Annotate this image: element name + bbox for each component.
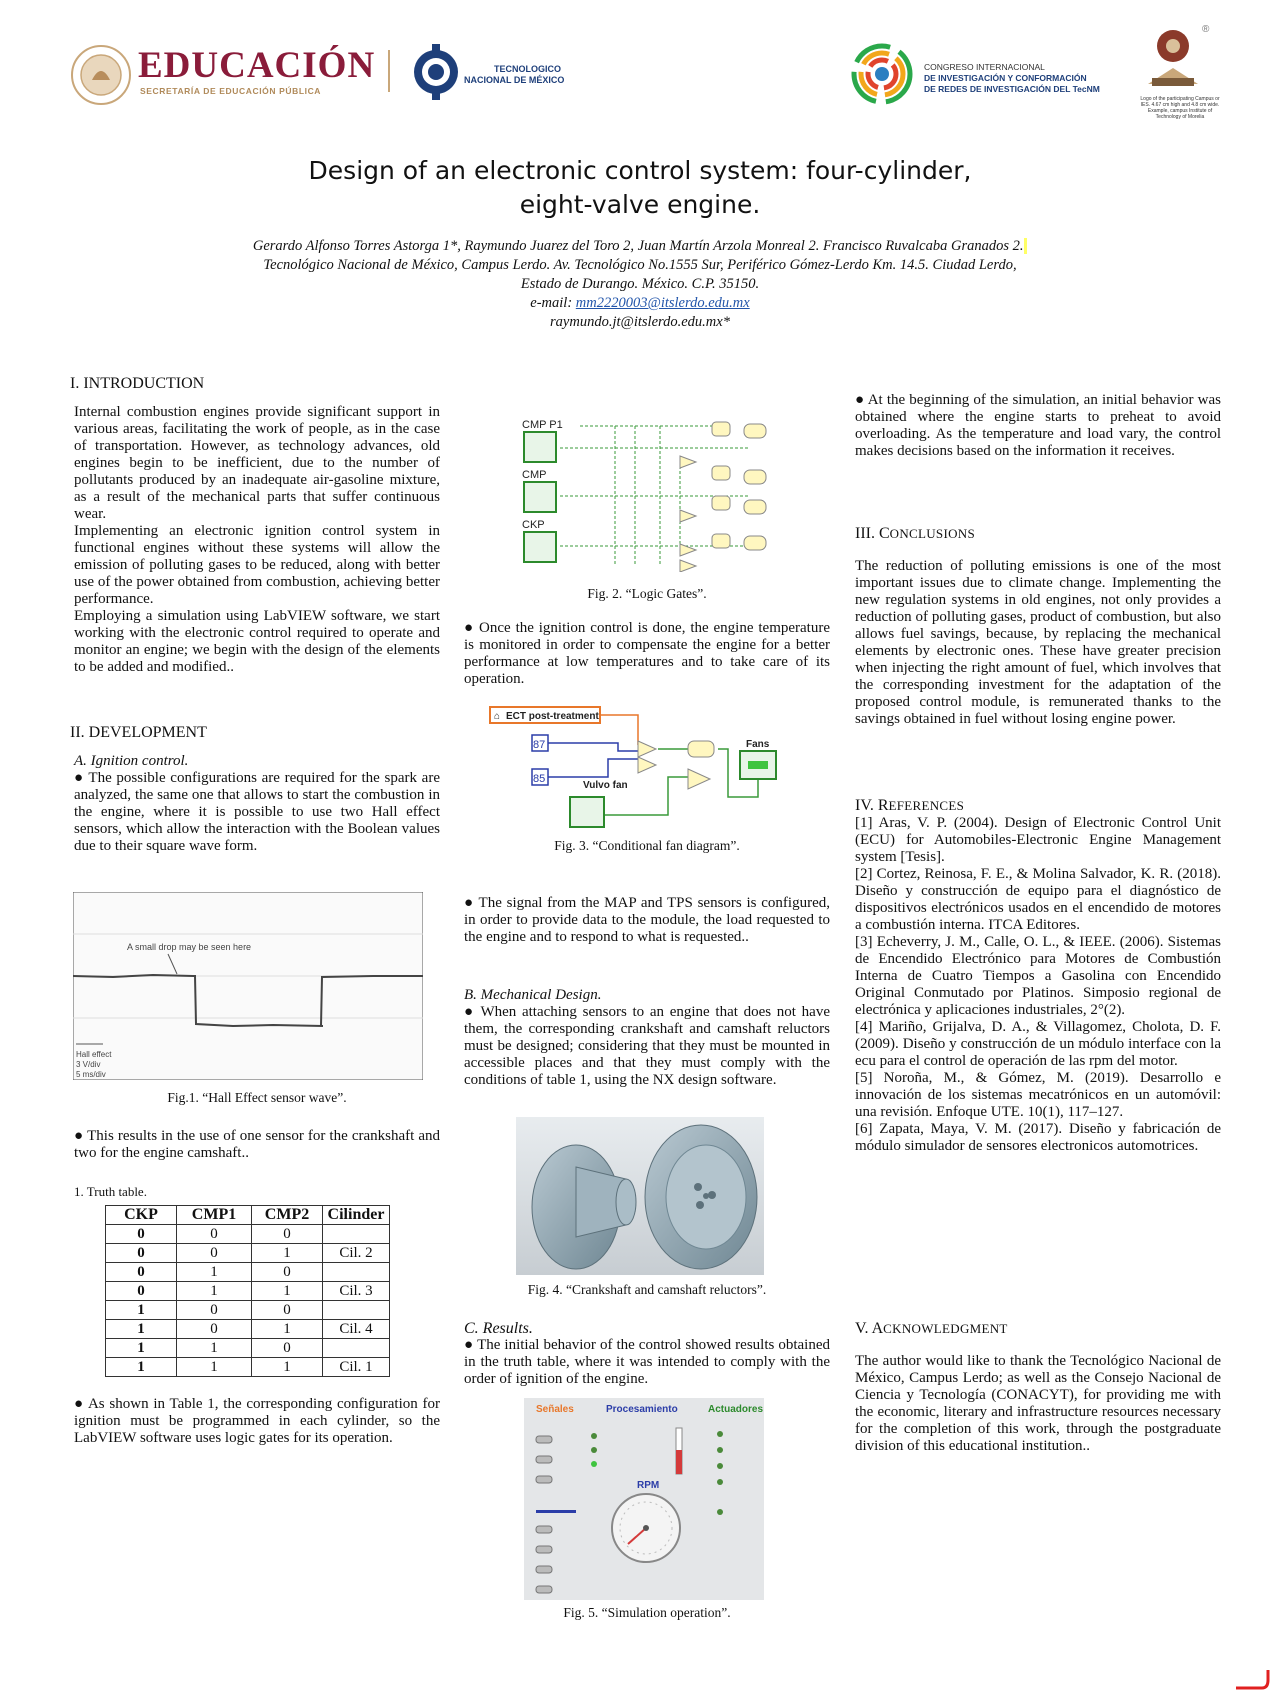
figure-2-caption: Fig. 2. “Logic Gates”. — [587, 586, 707, 601]
table-cell: Cil. 3 — [323, 1282, 390, 1301]
figure-1-hall-wave — [73, 892, 423, 1080]
table-cell: 1 — [252, 1282, 323, 1301]
conclusions-heading: III. CONCLUSIONS — [855, 525, 975, 542]
references-heading: IV. REFERENCES — [855, 797, 965, 814]
table-cell: 0 — [177, 1225, 252, 1244]
simulation-paragraph-block — [855, 392, 1221, 460]
table-cell: 1 — [106, 1339, 177, 1358]
itm-logo — [1130, 24, 1230, 124]
table-cell: 1 — [106, 1301, 177, 1320]
congreso-logo — [850, 42, 1100, 108]
figure-3-fan-diagram — [488, 705, 788, 833]
sensor-paragraph: ● This results in the use of one sensor for the crankshaft and two for the engine camshaft.. — [74, 1128, 440, 1161]
table-row — [106, 1301, 390, 1320]
reference-3: [3] Echeverry, J. M., Calle, O. L., & IEEE. (2006). Sistemas de Encendido Electrónico para Motores de Combustión Interna de Cuatro Tiempos a Gasolina con Encendido Original Conmutado por Platinos. Simposio regional de electrónica y aplicaciones industriales, 2°(2). — [855, 934, 1221, 1018]
figure-4-reluctors — [516, 1117, 764, 1275]
table-cell: 0 — [177, 1244, 252, 1263]
table-cell — [323, 1225, 390, 1244]
results-section — [464, 1320, 830, 1388]
fig1-legend-2: 3 V/div — [76, 1060, 101, 1069]
references-list — [855, 815, 1221, 1155]
mechanical-paragraph: ● When attaching sensors to an engine that does not have them, the corresponding crankshaft and camshaft reluctors must be designed; considering that they must be mounted in accessible places and that they must comply with the conditions of table 1, using the NX design software. — [464, 1004, 830, 1088]
table-cell: 1 — [252, 1320, 323, 1339]
table-paragraph-block — [74, 1396, 440, 1447]
table-cell: 0 — [252, 1263, 323, 1282]
table-cell: 1 — [177, 1263, 252, 1282]
table-cell — [323, 1301, 390, 1320]
fig2-label-cmpp1: CMP P1 — [522, 419, 563, 431]
table-cell: 1 — [252, 1358, 323, 1377]
table-cell: 0 — [177, 1301, 252, 1320]
table-cell: 1 — [177, 1339, 252, 1358]
email-link[interactable]: mm2220003@itslerdo.edu.mx — [575, 295, 750, 311]
table-row — [106, 1358, 390, 1377]
column-1 — [70, 375, 440, 392]
results-heading: C. Results. — [464, 1320, 533, 1337]
figure-5-caption: Fig. 5. “Simulation operation”. — [563, 1605, 731, 1620]
edu-word: EDUCACIÓN — [138, 45, 376, 86]
table-cell: 0 — [106, 1263, 177, 1282]
logo-divider — [388, 50, 390, 92]
fig5-header-procesamiento: Procesamiento — [606, 1404, 678, 1415]
mechanical-heading: B. Mechanical Design. — [464, 987, 602, 1003]
email-label: e-mail: — [530, 295, 576, 311]
affiliation-line-2: Estado de Durango. México. C.P. 35150. — [520, 276, 760, 292]
itm-caption: Logo of the participating Campus or IES. 4.67 cm high and 4.8 cm wide. Example, campus Institute of Technology of Morelia — [1140, 96, 1220, 120]
edu-subtitle: SECRETARÍA DE EDUCACIÓN PÚBLICA — [140, 86, 322, 96]
fig5-header-actuadores: Actuadores — [708, 1404, 764, 1415]
intro-paragraph-2: Implementing an electronic ignition control system in functional engines without these systems will allow the emission of polluting gases to be reduced, along with better use of the power obtained from combustion, achieving better performance. — [74, 523, 440, 607]
fig5-rpm-label: RPM — [637, 1480, 660, 1491]
table-cell: 1 — [106, 1358, 177, 1377]
table-cell: 0 — [252, 1339, 323, 1358]
table-row — [106, 1282, 390, 1301]
fig3-value-87: 87 — [533, 739, 546, 751]
reference-4: [4] Mariño, Grijalva, D. A., & Villagomez, Cholota, D. F. (2009). Diseño y construcción de un módulo interface con la ecu para el control de operación de las rpm del motor. — [855, 1019, 1221, 1069]
table-cell: 1 — [252, 1244, 323, 1263]
authors-block — [0, 237, 1280, 332]
table-cell: 0 — [252, 1301, 323, 1320]
authors-line: Gerardo Alfonso Torres Astorga 1*, Raymundo Juarez del Toro 2, Juan Martín Arzola Monreal 2. Francisco Ruvalcaba Granados 2. — [252, 238, 1024, 254]
registered-mark: ® — [1202, 24, 1210, 35]
affiliation-line-1: Tecnológico Nacional de México, Campus Lerdo. Av. Tecnológico No.1555 Sur, Periférico Gómez-Lerdo Km. 14.5. Ciudad Lerdo, — [263, 257, 1017, 273]
fig2-label-ckp: CKP — [522, 519, 545, 531]
congreso-text: CONGRESO INTERNACIONAL DE INVESTIGACIÓN Y CONFORMACIÓN DE REDES DE INVESTIGACIÓN DEL TecNM — [924, 62, 1100, 94]
reference-1: [1] Aras, V. P. (2004). Design of Electronic Control Unit (ECU) for Automobiles-Electronic Engine Management system [Tesis]. — [855, 815, 1221, 865]
table-row — [106, 1263, 390, 1282]
intro-section — [74, 404, 440, 676]
paper-title: Design of an electronic control system: four-cylinder, eight-valve engine. — [308, 156, 972, 219]
development-heading: II. DEVELOPMENT — [70, 724, 207, 741]
table-row — [106, 1244, 390, 1263]
mexico-seal-icon — [70, 44, 132, 106]
table-cell: Cil. 1 — [323, 1358, 390, 1377]
reference-5: [5] Noroña, M., & Gómez, M. (2019). Desarrollo e innovación de los sistemas mecatrónicos en un automóvil: una revisión. Enfoque UTE. 10(1), 117–127. — [855, 1070, 1221, 1120]
corner-mark-icon — [1232, 1666, 1272, 1694]
ect-paragraph-block — [464, 620, 830, 688]
fig1-annotation: A small drop may be seen here — [127, 942, 252, 952]
table-row — [106, 1225, 390, 1244]
figure-2-logic-gates — [520, 416, 770, 572]
ignition-heading: A. Ignition control. — [74, 753, 189, 769]
figure-3-caption: Fig. 3. “Conditional fan diagram”. — [554, 838, 740, 853]
mechanical-section — [464, 987, 830, 1089]
table-header-ckp: CKP — [106, 1206, 177, 1225]
table-cell: 1 — [177, 1282, 252, 1301]
table-cell: 1 — [177, 1358, 252, 1377]
map-paragraph-block — [464, 895, 830, 946]
tec-text: TECNOLOGICO NACIONAL DE MÉXICO — [464, 64, 565, 85]
table-row — [106, 1320, 390, 1339]
intro-paragraph-1: Internal combustion engines provide significant support in various areas, facilitating the work of people, as in the case of transportation. However, as technology advances, old engines begin to be inefficient, due to the number of pollutants produced by an inadequate air-gasoline mixture, as a result of the mechanical parts that suffer continuous wear. — [74, 404, 440, 522]
fig3-value-85: 85 — [533, 773, 546, 785]
fig2-label-cmp: CMP — [522, 469, 547, 481]
table-cell: 0 — [106, 1225, 177, 1244]
table-cell: 0 — [106, 1244, 177, 1263]
fig3-ect-label: ECT post-treatment — [506, 711, 599, 722]
figure-1-caption: Fig.1. “Hall Effect sensor wave”. — [167, 1090, 347, 1105]
table-header-cilinder: Cilinder — [323, 1206, 390, 1225]
intro-heading: I. INTRODUCTION — [70, 375, 205, 392]
tec-logo — [410, 42, 570, 108]
intro-paragraph-3: Employing a simulation using LabVIEW software, we start working with the electronic control required to operate and monitor an engine; we begin with the design of the elements to be added and modified.. — [74, 608, 440, 675]
ect-paragraph: ● Once the ignition control is done, the engine temperature is monitored in order to compensate the engine for a better performance at low temperatures and to take care of its operation. — [464, 620, 830, 687]
table-header-cmp2: CMP2 — [252, 1206, 323, 1225]
fig5-header-senales: Señales — [536, 1404, 574, 1415]
ignition-paragraph: ● The possible configurations are required for the spark are analyzed, the same one that allows to start the combustion in the engine, where it is possible to use two Hall effect sensors, which allow the interaction with the Boolean values due to their square wave form. — [74, 770, 440, 854]
itm-campus-icon — [1140, 24, 1210, 94]
fig3-vulvo-label: Vulvo fan — [583, 780, 628, 791]
fig1-legend-1: Hall effect — [76, 1050, 112, 1059]
congreso-rainbow-icon — [850, 42, 914, 106]
acknowledgment-section — [855, 1353, 1221, 1455]
figure-5-simulation — [524, 1398, 764, 1600]
figure-4-caption: Fig. 4. “Crankshaft and camshaft reluctors”. — [527, 1282, 767, 1297]
table-header-cmp1: CMP1 — [177, 1206, 252, 1225]
conclusions-section — [855, 558, 1221, 728]
table-cell — [323, 1339, 390, 1358]
table-cell — [323, 1263, 390, 1282]
edu-logo — [70, 40, 376, 110]
table-cell: 0 — [177, 1320, 252, 1339]
simulation-paragraph: ● At the beginning of the simulation, an initial behavior was obtained where the engine starts to preheat to avoid overloading. As the temperature and load vary, the control makes decisions based on the information it receives. — [855, 392, 1221, 459]
truth-table — [105, 1205, 390, 1377]
acknowledgment-paragraph: The author would like to thank the Tecnológico Nacional de México, Campus Lerdo; as well as the Consejo Nacional de Ciencia y Tecnología (CONACYT), for providing me with the economic, literary and infrastructure resources necessary for the completion of this work, through the postgraduate division of this educational institution.. — [855, 1353, 1221, 1454]
tec-gear-icon — [410, 42, 462, 104]
table-cell: 0 — [252, 1225, 323, 1244]
table-row — [106, 1339, 390, 1358]
fig1-legend-3: 5 ms/div — [76, 1070, 106, 1079]
ignition-section — [74, 753, 440, 855]
table-title: 1. Truth table. — [74, 1184, 147, 1199]
table-cell: 0 — [106, 1282, 177, 1301]
table-cell: Cil. 4 — [323, 1320, 390, 1339]
email-secondary: raymundo.jt@itslerdo.edu.mx* — [550, 314, 730, 330]
reference-6: [6] Zapata, Maya, V. M. (2017). Diseño y fabricación de módulo simulador de sensores electronicos automotrices. — [855, 1121, 1221, 1154]
acknowledgment-heading: V. ACKNOWLEDGMENT — [855, 1320, 1008, 1337]
development-section — [70, 724, 440, 741]
map-paragraph: ● The signal from the MAP and TPS sensors is configured, in order to provide data to the module, the load requested to the engine and to respond to what is requested.. — [464, 895, 830, 945]
results-paragraph: ● The initial behavior of the control showed results obtained in the truth table, where it was intended to comply with the order of ignition of the engine. — [464, 1337, 830, 1387]
table-paragraph: ● As shown in Table 1, the corresponding configuration for ignition must be programmed in each cylinder, so the LabVIEW software uses logic gates for its operation. — [74, 1396, 440, 1446]
fig3-home-icon: ⌂ — [494, 711, 501, 722]
table-cell: 1 — [106, 1320, 177, 1339]
fig3-fans-label: Fans — [746, 739, 770, 750]
reference-2: [2] Cortez, Reinosa, F. E., & Molina Salvador, K. R. (2018). Diseño y construcción de equipo para el diagnóstico de dispositivos electrónicos usados en el encendido de motores a combustión interna. ITCA Editores. — [855, 866, 1221, 933]
sensor-paragraph-block — [74, 1128, 440, 1162]
table-cell: Cil. 2 — [323, 1244, 390, 1263]
conclusions-paragraph: The reduction of polluting emissions is one of the most important issues due to climate change. Implementing the new regulation systems in old engines, not only provides a reduction of polluting gases, product of combustion, but also allows fuel savings, because, by replacing the mechanical elements by electronic ones. These have greater precision when injecting the right amount of fuel, which involves that the corresponding investment for the adaptation of the proposed control module, is remunerated thanks to the savings obtained in fuel without losing engine power. — [855, 558, 1221, 727]
